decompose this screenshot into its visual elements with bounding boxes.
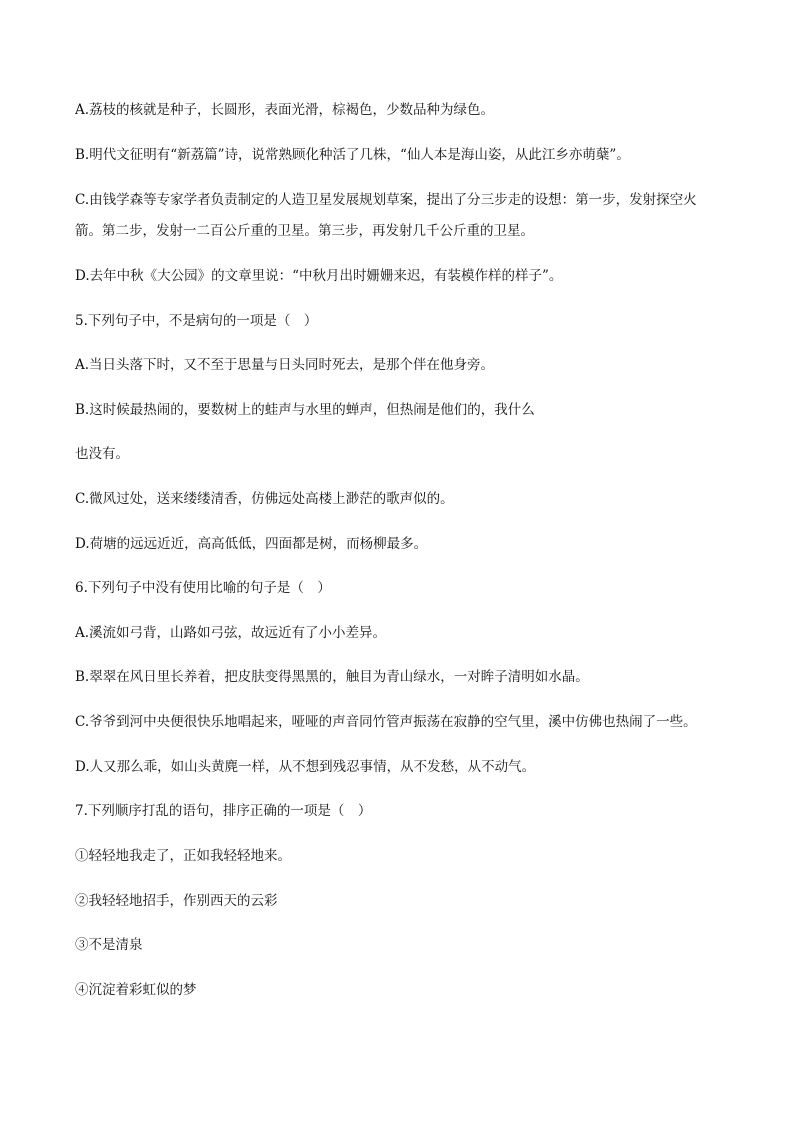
q5-option-b-line-2: 也没有。 (75, 446, 129, 462)
question-7: 7.下列顺序打乱的语句，排序正确的一项是（ ） (75, 803, 372, 819)
option-a-lychee-seed: A.荔枝的核就是种子，长圆形，表面光滑，棕褐色，少数品种为绿色。 (75, 102, 495, 118)
q7-item-2: ②我轻轻地招手，作别西天的云彩 (75, 893, 278, 909)
q6-option-c: C.爷爷到河中央便很快乐地唱起来，哑哑的声音同竹管声振荡在寂静的空气里，溪中仿佛也热闹了一些。 (75, 714, 697, 730)
q6-option-d: D.人又那么乖，如山头黄麂一样，从不想到残忍事情，从不发愁，从不动气。 (75, 759, 536, 775)
q6-option-b: B.翠翠在风日里长养着，把皮肤变得黑黑的，触目为青山绿水，一对眸子清明如水晶。 (75, 669, 589, 685)
option-b-poem: B.明代文征明有“新荔篇”诗，说常熟顾化种活了几株，“仙人本是海山姿，从此江乡亦萌蘖”。 (75, 147, 630, 163)
q5-option-a: A.当日头落下时，又不至于思量与日头同时死去，是那个伴在他身旁。 (75, 357, 495, 373)
option-d-mid-autumn: D.去年中秋《大公园》的文章里说：“中秋月出时姗姗来迟，有装模作样的样子”。 (75, 268, 563, 284)
question-5: 5.下列句子中，不是病句的一项是（ ） (75, 313, 318, 329)
q7-item-3: ③不是清泉 (75, 937, 143, 953)
question-6: 6.下列句子中没有使用比喻的句子是（ ） (75, 580, 331, 596)
option-c-line-1: C.由钱学森等专家学者负责制定的人造卫星发展规划草案，提出了分三步走的设想：第一步，发射探空火 (75, 192, 697, 208)
q5-option-d: D.荷塘的远远近近，高高低低，四面都是树，而杨柳最多。 (75, 536, 428, 552)
option-c-line-2: 箭。第二步，发射一二百公斤重的卫星。第三步，再发射几千公斤重的卫星。 (75, 223, 534, 239)
q6-option-a: A.溪流如弓背，山路如弓弦，故远近有了小小差异。 (75, 625, 387, 641)
q7-item-4: ④沉淀着彩虹似的梦 (75, 982, 197, 998)
q7-item-1: ①轻轻地我走了，正如我轻轻地来。 (75, 848, 291, 864)
q5-option-b-line-1: B.这时候最热闹的，要数树上的蛙声与水里的蝉声，但热闹是他们的，我什么 (75, 402, 535, 418)
q5-option-c: C.微风过处，送来缕缕清香，仿佛远处高楼上渺茫的歌声似的。 (75, 491, 454, 507)
